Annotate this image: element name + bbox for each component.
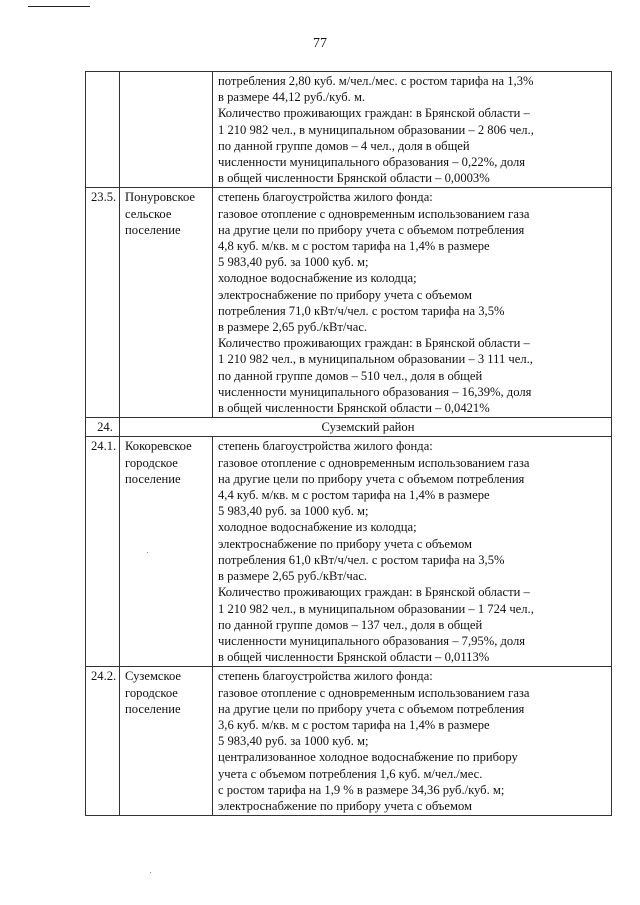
description-line: 5 983,40 руб. за 1000 куб. м;	[218, 504, 369, 519]
description-line: в общей численности Брянской области – 0,0113%	[218, 650, 490, 665]
description-line: степень благоустройства жилого фонда:	[218, 190, 433, 205]
description-line: 3,6 куб. м/кв. м с ростом тарифа на 1,4% в размере	[218, 717, 490, 732]
settlement-name	[120, 72, 213, 188]
description-line: степень благоустройства жилого фонда:	[218, 669, 433, 684]
description-line: по данной группе домов – 4 чел., доля в общей	[218, 138, 470, 153]
description-line: потребления 71,0 кВт/ч/чел. с ростом тарифа на 3,5%	[218, 303, 505, 318]
settlement-name	[120, 188, 213, 418]
settlement-name	[120, 437, 213, 667]
description-line: потребления 61,0 кВт/ч/чел. с ростом тарифа на 3,5%	[218, 552, 505, 567]
description-line: в размере 2,65 руб./кВт/час.	[218, 569, 368, 584]
description-line: холодное водоснабжение из колодца;	[218, 520, 417, 535]
page-number: 77	[313, 36, 327, 51]
description-line: 1 210 982 чел., в муниципальном образовании – 3 111 чел.,	[218, 352, 533, 367]
table-body	[86, 72, 612, 816]
table-row	[86, 437, 612, 667]
tariff-table	[85, 71, 612, 816]
table-row	[86, 188, 612, 418]
description-line: на другие цели по прибору учета с объемом потребления	[218, 471, 525, 486]
description-line: по данной группе домов – 137 чел., доля в общей	[218, 617, 483, 632]
settlement-name-line: городское	[125, 455, 178, 470]
table-row	[86, 72, 612, 188]
settlement-name	[120, 667, 213, 816]
description-line: Количество проживающих граждан: в Брянской области –	[218, 106, 530, 121]
scan-speck	[150, 872, 151, 873]
row-number: 24.1.	[86, 437, 120, 667]
settlement-name-line: сельское	[125, 206, 172, 221]
description-line: с ростом тарифа на 1,9 % в размере 34,36 руб./куб. м;	[218, 782, 505, 797]
settlement-name-line: Суземское	[125, 669, 182, 684]
description-line: на другие цели по прибору учета с объемом потребления	[218, 222, 525, 237]
section-number: 24.	[86, 418, 120, 437]
description-line: численности муниципального образования – 16,39%, доля	[218, 384, 532, 399]
description-line: 4,8 куб. м/кв. м с ростом тарифа на 1,4% в размере	[218, 239, 490, 254]
description-line: в размере 2,65 руб./кВт/час.	[218, 320, 368, 335]
description-line: численности муниципального образования – 7,95%, доля	[218, 633, 526, 648]
description-line: централизованное холодное водоснабжение по прибору	[218, 750, 518, 765]
description	[213, 667, 612, 816]
settlement-name-line: городское	[125, 685, 178, 700]
settlement-name-line: поселение	[125, 471, 181, 486]
settlement-name-line: Понуровское	[125, 190, 196, 205]
description-line: потребления 2,80 куб. м/чел./мес. с ростом тарифа на 1,3%	[218, 74, 534, 88]
description-line: на другие цели по прибору учета с объемом потребления	[218, 701, 525, 716]
row-number: 23.5.	[86, 188, 120, 418]
settlement-name-line: поселение	[125, 222, 181, 237]
description-line: 5 983,40 руб. за 1000 куб. м;	[218, 734, 369, 749]
settlement-name-line: поселение	[125, 701, 181, 716]
description-line: 1 210 982 чел., в муниципальном образовании – 2 806 чел.,	[218, 122, 534, 137]
description-line: газовое отопление с одновременным использованием газа	[218, 685, 530, 700]
description-line: газовое отопление с одновременным использованием газа	[218, 206, 530, 221]
description	[213, 72, 612, 188]
row-number	[86, 72, 120, 188]
description-line: 1 210 982 чел., в муниципальном образовании – 1 724 чел.,	[218, 601, 534, 616]
description-line: холодное водоснабжение из колодца;	[218, 271, 417, 286]
description	[213, 188, 612, 418]
section-row	[86, 418, 612, 437]
description-line: газовое отопление с одновременным использованием газа	[218, 455, 530, 470]
description-line: численности муниципального образования – 0,22%, доля	[218, 155, 526, 170]
description-line: в общей численности Брянской области – 0,0003%	[218, 171, 490, 186]
scan-speck	[147, 552, 148, 553]
description-line: 5 983,40 руб. за 1000 куб. м;	[218, 255, 369, 270]
description-line: по данной группе домов – 510 чел., доля в общей	[218, 368, 483, 383]
description-line: в размере 44,12 руб./куб. м.	[218, 90, 366, 105]
description-line: электроснабжение по прибору учета с объемом	[218, 798, 473, 813]
section-title: Суземский район	[120, 418, 612, 437]
top-rule	[28, 6, 90, 7]
description-line: 4,4 куб. м/кв. м с ростом тарифа на 1,4% в размере	[218, 488, 490, 503]
description-line: электроснабжение по прибору учета с объемом	[218, 536, 473, 551]
description-line: Количество проживающих граждан: в Брянской области –	[218, 585, 530, 600]
settlement-name-line: Кокоревское	[125, 439, 192, 454]
description-line: электроснабжение по прибору учета с объемом	[218, 287, 473, 302]
table-row	[86, 667, 612, 816]
description-line: в общей численности Брянской области – 0,0421%	[218, 401, 490, 416]
description	[213, 437, 612, 667]
description-line: степень благоустройства жилого фонда:	[218, 439, 433, 454]
row-number: 24.2.	[86, 667, 120, 816]
description-line: учета с объемом потребления 1,6 куб. м/чел./мес.	[218, 766, 483, 781]
description-line: Количество проживающих граждан: в Брянской области –	[218, 336, 530, 351]
